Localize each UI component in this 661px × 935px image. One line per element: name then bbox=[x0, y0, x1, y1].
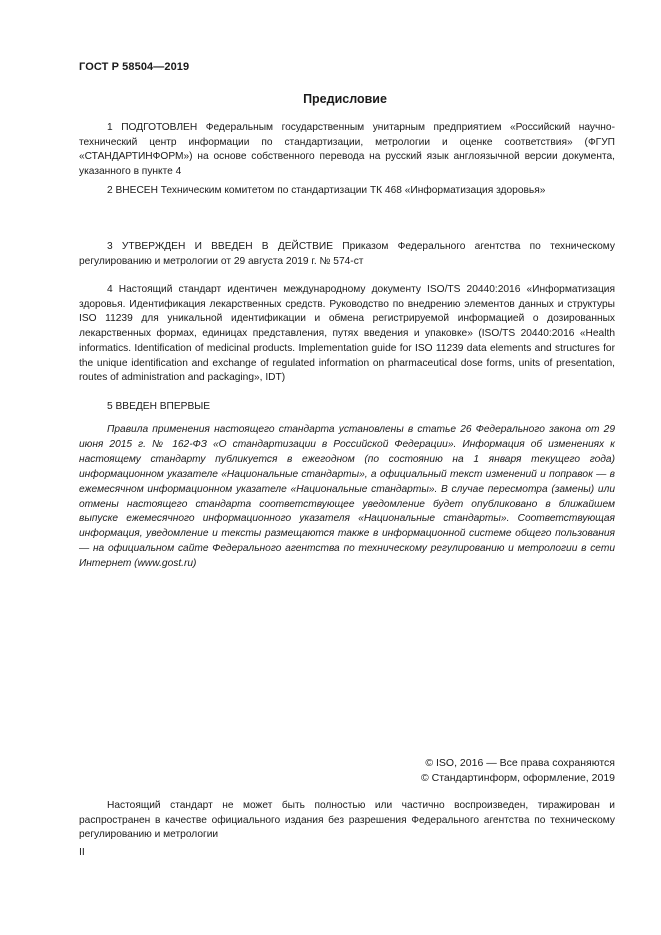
preface-item-4: 4 Настоящий стандарт идентичен международному документу ISO/TS 20440:2016 «Информатизация здоровья. Идентификация лекарственных средств. Руководство по внедрению элементов данных и структуры ISO 11239 для уникальной идентификации и обмена регистрируемой информацией о дозированных лекарственных формах, единицах представления, путях введения и упаковке» (ISO/TS 20440:2016 «Health informatics. Identification of medicinal products. Implementation guide for ISO 11239 data elements and structures for the unique identification and exchange of regulated information on pharmaceutical dose forms, units of presentation, routes of administration and packaging», IDT) bbox=[79, 284, 615, 384]
page-title: Предисловие bbox=[303, 92, 387, 106]
standard-header: ГОСТ Р 58504—2019 bbox=[79, 61, 190, 73]
copyright-iso: © ISO, 2016 — Все права сохраняются bbox=[425, 757, 615, 769]
copyright-block bbox=[421, 756, 615, 785]
reproduction-notice: Настоящий стандарт не может быть полностью или частично воспроизведен, тиражирован и распространен в качестве официального издания без разрешения Федерального агентства по техническому регулированию и метрологии bbox=[79, 800, 615, 841]
page-number: II bbox=[79, 846, 85, 858]
preface-item-2: 2 ВНЕСЕН Техническим комитетом по стандартизации ТК 468 «Информатизация здоровья» bbox=[107, 185, 546, 196]
preface-item-3: 3 УТВЕРЖДЕН И ВВЕДЕН В ДЕЙСТВИЕ Приказом Федерального агентства по техническому регулированию и метрологии от 29 августа 2019 г. № 574-ст bbox=[79, 241, 615, 267]
copyright-standartinform: © Стандартинформ, оформление, 2019 bbox=[420, 771, 615, 784]
preface-item-1: 1 ПОДГОТОВЛЕН Федеральным государственным унитарным предприятием «Российский научно-технический центр информации по стандартизации, метрологии и оценке соответствия» (ФГУП «СТАНДАРТИНФОРМ») на основе собственного перевода на русский язык англоязычной версии документа, указанного в пункте 4 bbox=[79, 122, 615, 178]
application-rules-note: Правила применения настоящего стандарта установлены в статье 26 Федерального закона от 29 июня 2015 г. № 162-ФЗ «О стандартизации в Российской Федерации». Информация об изменениях к настоящему стандарту публикуется в ежегодном (по состоянию на 1 января текущего года) информационном указателе «Национальные стандарты», а официальный текст изменений и поправок — в ежемесячном информационном указателе «Национальные стандарты». В случае пересмотра (замены) или отмены настоящего стандарта соответствующее уведомление будет опубликовано в ближайшем выпуске ежемесячного информационного указателя «Национальные стандарты». Соответствующая информация, уведомление и тексты размещаются также в информационной системе общего пользования — на официальном сайте Федерального агентства по техническому регулированию и метрологии в сети Интернет (www.gost.ru) bbox=[79, 424, 615, 570]
preface-item-5: 5 ВВЕДЕН ВПЕРВЫЕ bbox=[107, 401, 211, 412]
